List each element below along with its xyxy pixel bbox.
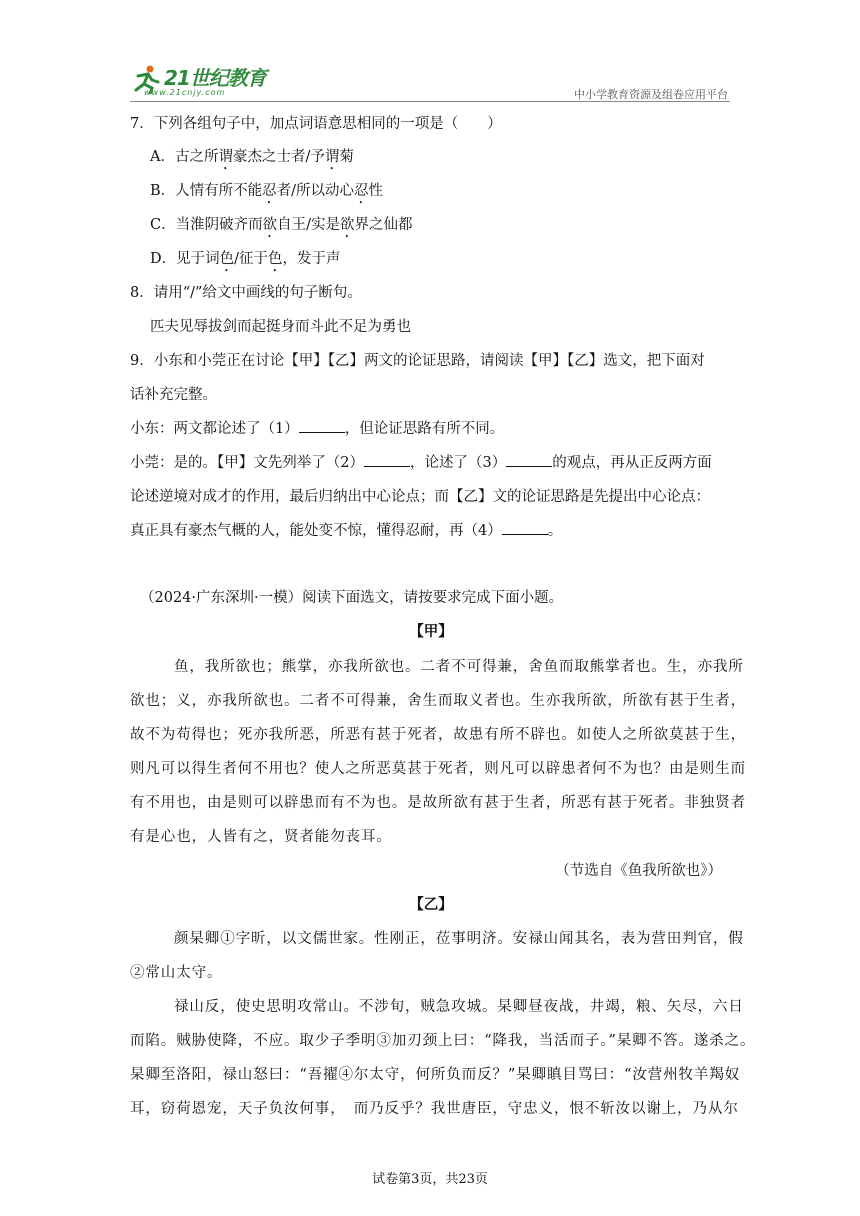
q9-dialog-xiaodong: 小东：两文都论述了（1） ，但论证思路有所不同。 [130,417,504,438]
q8-stem: 8．请用“/”给文中画线的句子断句。 [130,285,362,301]
page-footer: 试卷第3页，共23页 [372,1172,488,1187]
q9-dialog-xiaowan-2: 论述逆境对成才的作用，最后归纳出中心论点；而【乙】文的论证思路是先提出中心论点： [130,489,710,505]
q9-stem-line1: 9．小东和小莞正在讨论【甲】【乙】两文的论证思路，请阅读【甲】【乙】选文，把下面对 [130,353,705,369]
jia-line: 有是心也，人皆有之，贤者能勿丧耳。 [130,829,392,845]
q7-option-a: A．古之所谓豪杰之士者/予谓菊 [150,149,354,165]
header-divider [130,101,730,102]
yi-line: 杲卿至洛阳，禄山怒曰：“吾擢④尔太守，何所负而反？”杲卿瞋目骂曰：“汝营州牧羊羯奴 [130,1067,741,1083]
platform-label: 中小学教育资源及组卷应用平台 [574,88,728,101]
page-header [130,62,730,102]
jia-line: 欲也；义，亦我所欲也。二者不可得兼，舍生而取义者也。生亦我所欲，所欲有甚于生者， [130,693,746,709]
jia-line: 鱼，我所欲也；熊掌，亦我所欲也。二者不可得兼，舍鱼而取熊掌者也。生，亦我所 [174,659,744,675]
q9-dialog-xiaowan-3: 真正具有豪杰气概的人，能处变不惊，懂得忍耐，再（4） 。 [130,519,562,540]
yi-line: 而陷。贼胁使降，不应。取少子季明③加刃颈上曰：“降我，当活而子。”杲卿不答。遂杀之。 [130,1033,756,1049]
jia-line: 故不为苟得也；死亦我所恶，所恶有甚于死者，故患有所不辟也。如使人之所欲莫甚于生， [130,727,746,743]
q7-option-c: C．当淮阴破齐而欲自王/实是欲界之仙都 [150,217,413,233]
section-intro: （2024·广东深圳·一模）阅读下面选文，请按要求完成下面小题。 [140,590,564,606]
logo-url: www.21cnjy.com [144,88,226,97]
answer-blank-1[interactable] [299,418,345,433]
yi-line: 禄山反，使史思明攻常山。不涉旬，贼急攻城。杲卿昼夜战，井竭，粮、矢尽，六日 [174,999,744,1015]
jia-line: 有不用也，由是则可以辟患而有不为也。是故所欲有甚于生者，所恶有甚于死者。非独贤者 [130,795,746,811]
q7-option-d: D．见于词色/征于色，发于声 [150,251,341,267]
yi-title: 【乙】 [409,896,453,913]
q9-stem-line2: 话补充完整。 [130,387,217,403]
q7-option-b: B．人情有所不能忍者/所以动心忍性 [150,183,384,199]
yi-line: 耳，窃荷恩宠，天子负汝何事， 而乃反乎？我世唐臣，守忠义，恨不斩汝以谢上，乃从尔 [130,1101,739,1117]
jia-line: 则凡可以得生者何不用也？使人之所恶莫甚于死者，则凡可以辟患者何不为也？由是则生而 [130,761,746,777]
q7-stem: 7．下列各组句子中，加点词语意思相同的一项是（ ） [130,116,502,132]
answer-blank-3[interactable] [506,452,552,467]
yi-line: ②常山太守。 [130,965,223,981]
q8-sentence: 匹夫见辱拔剑而起挺身而斗此不足为勇也 [150,319,411,335]
jia-source: （节选自《鱼我所欲也》） [555,863,722,879]
q9-dialog-xiaowan-1: 小莞：是的。【甲】文先列举了（2） ，论述了（3） 的观点，再从正反两方面 [130,451,712,472]
answer-blank-2[interactable] [364,452,410,467]
jia-title: 【甲】 [409,623,453,640]
yi-line: 颜杲卿①字昕，以文儒世家。性刚正，莅事明济。安禄山闻其名，表为营田判官，假 [174,931,744,947]
answer-blank-4[interactable] [502,520,548,535]
logo-text: 21世纪教育 [164,66,266,90]
logo [130,62,280,98]
